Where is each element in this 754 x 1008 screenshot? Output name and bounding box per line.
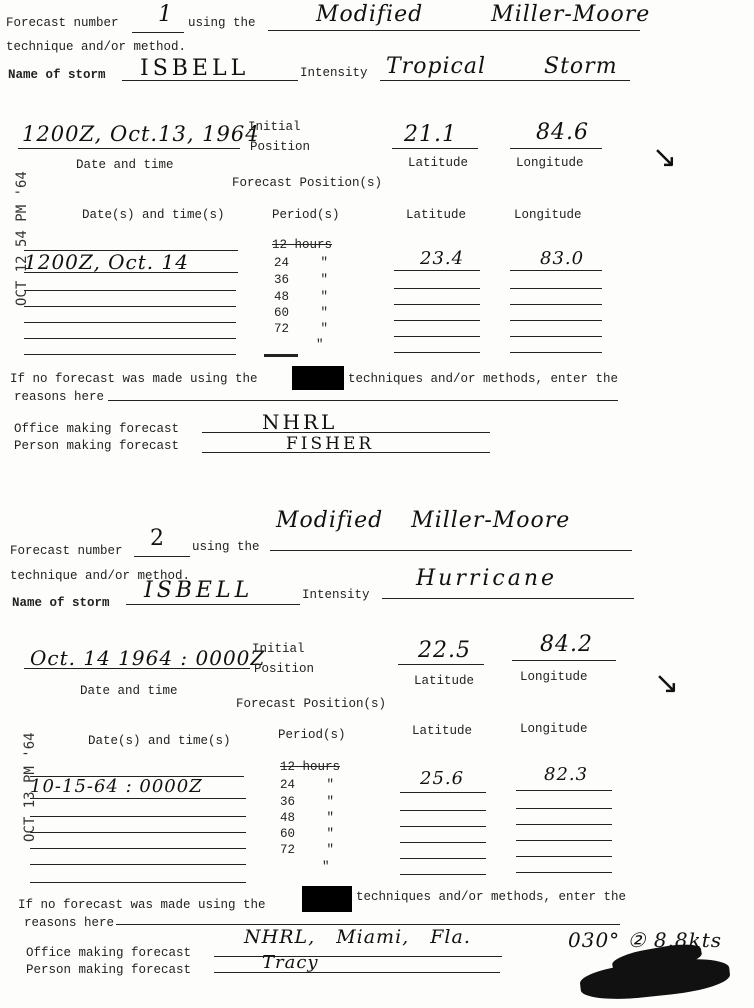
office-label: Office making forecast (14, 422, 180, 436)
latitude-label-2: Latitude (406, 208, 467, 222)
intensity-value-2: Hurricane (416, 566, 558, 591)
date-time-label: Date and time (76, 158, 174, 172)
forecast-entry-longitude: 83.0 (540, 248, 585, 269)
period-24: 24 " (274, 256, 329, 270)
storm-name: ISBELL (140, 56, 250, 81)
period-label: Period(s) (272, 208, 340, 222)
intensity-label-2: Intensity (302, 588, 370, 602)
longitude-label-3: Longitude (520, 670, 588, 684)
period-24-2: 24 " (280, 778, 335, 792)
office-value: NHRL (262, 410, 338, 434)
reasons-label-2: reasons here (24, 916, 115, 930)
storm-name-2: ISBELL (144, 578, 254, 603)
latitude-label: Latitude (408, 156, 469, 170)
initial-label-2: Initial (252, 642, 305, 656)
period-blank-2: " (322, 860, 330, 874)
no-forecast-text-b-2: techniques and/or methods, enter the (356, 890, 627, 904)
received-stamp: OCT 12 54 PM '64 (14, 171, 30, 306)
latitude-label-4: Latitude (412, 724, 473, 738)
intensity-label: Intensity (300, 66, 368, 80)
forecast-positions-label-2: Forecast Position(s) (236, 697, 387, 711)
forecast-number-value-2: 2 (150, 526, 165, 551)
period-48-2: 48 " (280, 811, 335, 825)
initial-latitude-2: 22.5 (418, 638, 471, 663)
check-mark-icon-2: ↘ (654, 666, 680, 701)
initial-latitude: 21.1 (404, 122, 457, 147)
forecast-positions-label: Forecast Position(s) (232, 176, 383, 190)
person-label-2: Person making forecast (26, 963, 192, 977)
forecast-entry-datetime: 1200Z, Oct. 14 (24, 250, 189, 274)
method-value: Modified Miller-Moore (316, 2, 651, 27)
forecast-entry-longitude-2: 82.3 (544, 764, 589, 785)
longitude-label: Longitude (516, 156, 584, 170)
initial-datetime-2: Oct. 14 1964 : 0000Z (30, 646, 266, 670)
period-label-2: Period(s) (278, 728, 346, 742)
period-72: 72 " (274, 322, 329, 336)
initial-datetime: 1200Z, Oct.13, 1964 (22, 122, 260, 146)
longitude-label-4: Longitude (520, 722, 588, 736)
technique-label-2: technique and/or method. (10, 569, 191, 583)
received-stamp-2: OCT 13 PM '64 (22, 732, 38, 842)
date-time-label-2: Date and time (80, 684, 178, 698)
longitude-label-2: Longitude (514, 208, 582, 222)
latitude-label-3: Latitude (414, 674, 475, 688)
margin-note: 030° ② 8.8kts (568, 928, 723, 952)
person-value: FISHER (286, 434, 375, 454)
period-12: 12 hours (272, 238, 333, 252)
dates-times-label: Date(s) and time(s) (82, 208, 225, 222)
check-mark-icon: ↘ (652, 140, 678, 175)
forecast-number-label-2: Forecast number (10, 544, 123, 558)
no-forecast-text-a: If no forecast was made using the (10, 372, 258, 386)
technique-label: technique and/or method. (6, 40, 187, 54)
period-36-2: 36 " (280, 795, 335, 809)
using-the-label-2: using the (192, 540, 260, 554)
forecast-number-value: 1 (158, 2, 173, 27)
position-label-2: Position (254, 662, 315, 676)
period-12-2: 12 hours (280, 760, 341, 774)
initial-longitude: 84.6 (536, 120, 589, 145)
intensity-value: Tropical Storm (386, 54, 618, 79)
person-value-2: Tracy (262, 952, 319, 973)
reasons-label: reasons here (14, 390, 105, 404)
period-60: 60 " (274, 306, 329, 320)
redaction-box (292, 366, 344, 390)
no-forecast-text-a-2: If no forecast was made using the (18, 898, 266, 912)
storm-label-2: Name of storm (12, 596, 110, 610)
period-60-2: 60 " (280, 827, 335, 841)
person-label: Person making forecast (14, 439, 180, 453)
forecast-number-label: Forecast number (6, 16, 119, 30)
forecast-entry-latitude-2: 25.6 (420, 768, 465, 789)
office-value-2: NHRL, Miami, Fla. (244, 926, 471, 948)
method-value-2: Modified Miller-Moore (276, 508, 571, 533)
period-blank: " (316, 338, 324, 352)
position-label: Position (250, 140, 311, 154)
office-label-2: Office making forecast (26, 946, 192, 960)
initial-longitude-2: 84.2 (540, 632, 593, 657)
no-forecast-text-b: techniques and/or methods, enter the (348, 372, 619, 386)
initial-label: Initial (248, 120, 301, 134)
forecast-entry-datetime-2: 10-15-64 : 0000Z (30, 776, 203, 797)
period-72-2: 72 " (280, 843, 335, 857)
using-the-label: using the (188, 16, 256, 30)
storm-label: Name of storm (8, 68, 106, 82)
period-36: 36 " (274, 273, 329, 287)
forecast-entry-latitude: 23.4 (420, 248, 465, 269)
redaction-box-2 (302, 886, 352, 912)
period-48: 48 " (274, 290, 329, 304)
dates-times-label-2: Date(s) and time(s) (88, 734, 231, 748)
